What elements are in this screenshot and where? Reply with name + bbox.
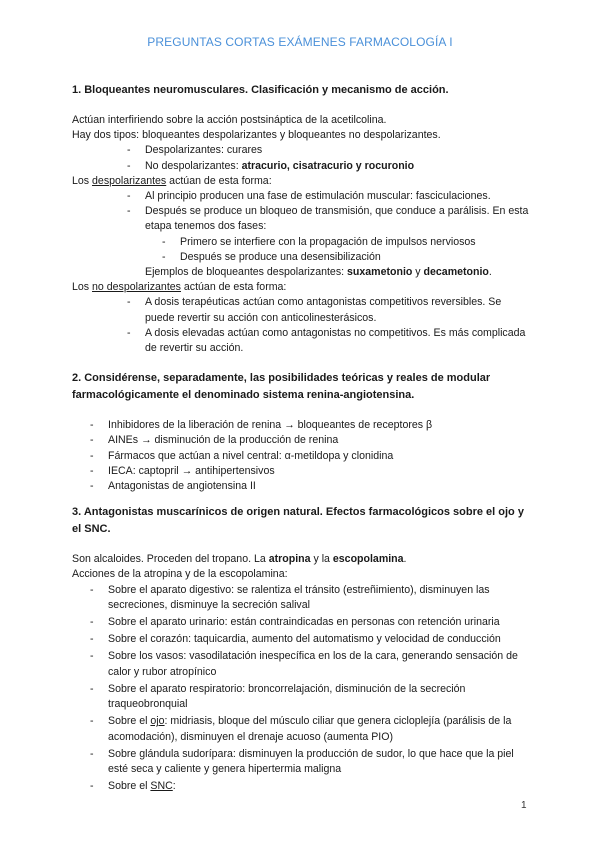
list-item: - AINEs → disminución de la producción de renina [108, 433, 532, 448]
paragraph: Son alcaloides. Proceden del tropano. La atropina y la escopolamina. [72, 553, 407, 566]
list-item: - Sobre el aparato digestivo: se ralentiza el tránsito (estreñimiento), disminuyen las secreciones, disminuye la secreción salival [108, 583, 532, 613]
page-title: PREGUNTAS CORTAS EXÁMENES FARMACOLOGÍA I [147, 35, 453, 49]
list-item: - Después se produce un bloqueo de transmisión, que conduce a parálisis. En esta etapa tenemos dos fases: [145, 204, 532, 234]
list-item: - Al principio producen una fase de estimulación muscular: fasciculaciones. [145, 189, 532, 204]
list-item: - Después se produce una desensibilización [180, 250, 532, 265]
list-item: - Primero se interfiere con la propagación de impulsos nerviosos [180, 235, 532, 250]
list-item: - IECA: captopril → antihipertensivos [108, 464, 532, 479]
document-body [72, 80, 532, 796]
list-item: - Sobre el aparato respiratorio: broncorrelajación, disminución de la secreción traqueobronquial [108, 682, 532, 712]
paragraph: Hay dos tipos: bloqueantes despolarizantes y bloqueantes no despolarizantes. [72, 129, 441, 142]
question-1-title: 1. Bloqueantes neuromusculares. Clasificación y mecanismo de acción. [72, 84, 449, 96]
list-item: - Inhibidores de la liberación de renina → bloqueantes de receptores β [108, 418, 532, 433]
list-item: - Antagonistas de angiotensina II [108, 479, 532, 494]
list-item: - Despolarizantes: curares [145, 143, 532, 158]
list-item: - Sobre glándula sudorípara: disminuyen la producción de sudor, lo que hace que la piel esté seca y caliente y genera hipertermia maligna [108, 747, 532, 777]
paragraph: Actúan interfiriendo sobre la acción postsináptica de la acetilcolina. [72, 114, 387, 126]
paragraph: Ejemplos de bloqueantes despolarizantes: suxametonio y decametonio. [145, 266, 492, 279]
page-number: 1 [521, 800, 527, 811]
list-item: - A dosis terapéuticas actúan como antagonistas competitivos reversibles. Se puede revertir su acción con anticolinesterásicos. [145, 295, 532, 325]
paragraph: Acciones de la atropina y de la escopolamina: [72, 568, 288, 581]
list-item: - Sobre el ojo: midriasis, bloque del músculo ciliar que genera cicloplejía (parálisis de la acomodación), disminuyen el drenaje acuoso (aumenta PIO) [108, 714, 532, 744]
list-item: - Fármacos que actúan a nivel central: α-metildopa y clonidina [108, 449, 532, 464]
question-2-title: 2. Considérense, separadamente, las posibilidades teóricas y reales de modular farmacológicamente el denominado sistema renina-angiotensina. [72, 372, 491, 402]
paragraph: Los no despolarizantes actúan de esta forma: [72, 281, 287, 294]
list-item: - Sobre el aparato urinario: están contraindicadas en personas con retención urinaria [108, 615, 532, 630]
paragraph: Los despolarizantes actúan de esta forma: [72, 174, 272, 187]
list-item: - No despolarizantes: atracurio, cisatracurio y rocuronio [145, 159, 532, 174]
list-item: - Sobre el corazón: taquicardia, aumento del automatismo y velocidad de conducción [108, 632, 532, 647]
list-item: - A dosis elevadas actúan como antagonistas no competitivos. Es más complicada de revertir su acción. [145, 326, 532, 356]
list-item: - Sobre el SNC: [108, 779, 532, 794]
question-3-title: 3. Antagonistas muscarínicos de origen natural. Efectos farmacológicos sobre el ojo y el SNC. [72, 506, 524, 536]
list-item: - Sobre los vasos: vasodilatación inespecífica en los de la cara, generando sensación de calor y rubor atropínico [108, 649, 532, 679]
